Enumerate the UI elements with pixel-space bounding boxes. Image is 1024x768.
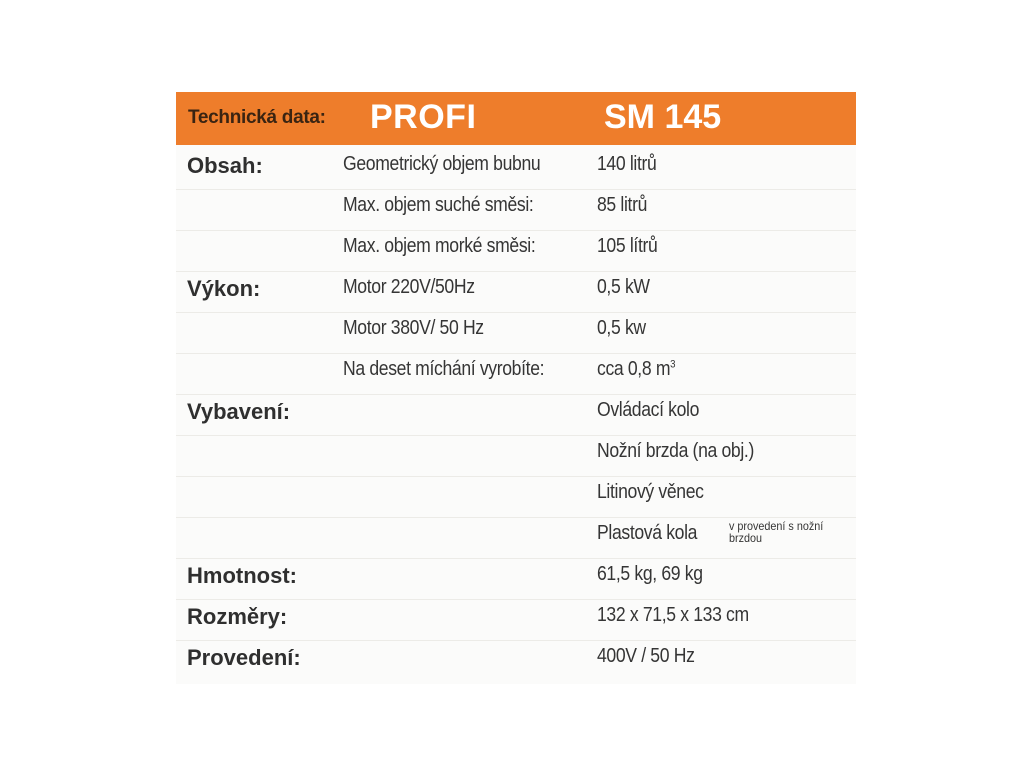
row-value: 85 litrů <box>597 194 648 216</box>
value-superscript: 3 <box>670 358 676 371</box>
row-parameter: Max. objem morké směsi: <box>343 235 536 257</box>
row-category: Provedení: <box>187 645 301 670</box>
spec-row <box>176 600 856 641</box>
row-value: cca 0,8 m <box>597 358 671 380</box>
header-label: Technická data: <box>188 107 326 128</box>
row-value: 400V / 50 Hz <box>597 645 695 667</box>
row-value: 61,5 kg, 69 kg <box>597 563 703 585</box>
header-model: PROFI <box>370 98 477 136</box>
row-parameter: Motor 220V/50Hz <box>343 276 475 298</box>
spec-row <box>176 190 856 231</box>
spec-row <box>176 354 856 395</box>
row-parameter: Max. objem suché směsi: <box>343 194 534 216</box>
spec-header <box>176 92 856 145</box>
spec-row <box>176 518 856 559</box>
row-parameter: Geometrický objem bubnu <box>343 153 541 175</box>
row-category: Rozměry: <box>187 604 288 629</box>
spec-row <box>176 149 856 190</box>
row-value: 0,5 kw <box>597 317 646 339</box>
row-value-with-unit <box>597 358 675 381</box>
row-value: 132 x 71,5 x 133 cm <box>597 604 749 626</box>
spec-row <box>176 641 856 682</box>
spec-row <box>176 313 856 354</box>
row-parameter: Motor 380V/ 50 Hz <box>343 317 484 339</box>
spec-row <box>176 559 856 600</box>
row-category: Obsah: <box>187 153 263 178</box>
row-category: Hmotnost: <box>187 563 297 588</box>
spec-row <box>176 436 856 477</box>
row-value: Litinový věnec <box>597 481 704 503</box>
row-value: Plastová kola <box>597 522 698 544</box>
row-category: Vybavení: <box>187 399 291 424</box>
row-value: 105 lítrů <box>597 235 658 257</box>
row-note: v provedení s nožní brzdou <box>729 519 824 545</box>
row-value: 140 litrů <box>597 153 657 175</box>
spec-row <box>176 395 856 436</box>
row-category: Výkon: <box>187 276 261 301</box>
header-code: SM 145 <box>604 98 722 136</box>
row-value: 0,5 kW <box>597 276 650 298</box>
spec-row <box>176 231 856 272</box>
row-parameter: Na deset míchání vyrobíte: <box>343 358 545 380</box>
spec-row <box>176 477 856 518</box>
spec-sheet <box>176 92 856 684</box>
spec-row <box>176 272 856 313</box>
row-value: Nožní brzda (na obj.) <box>597 440 754 462</box>
row-value: Ovládací kolo <box>597 399 700 421</box>
